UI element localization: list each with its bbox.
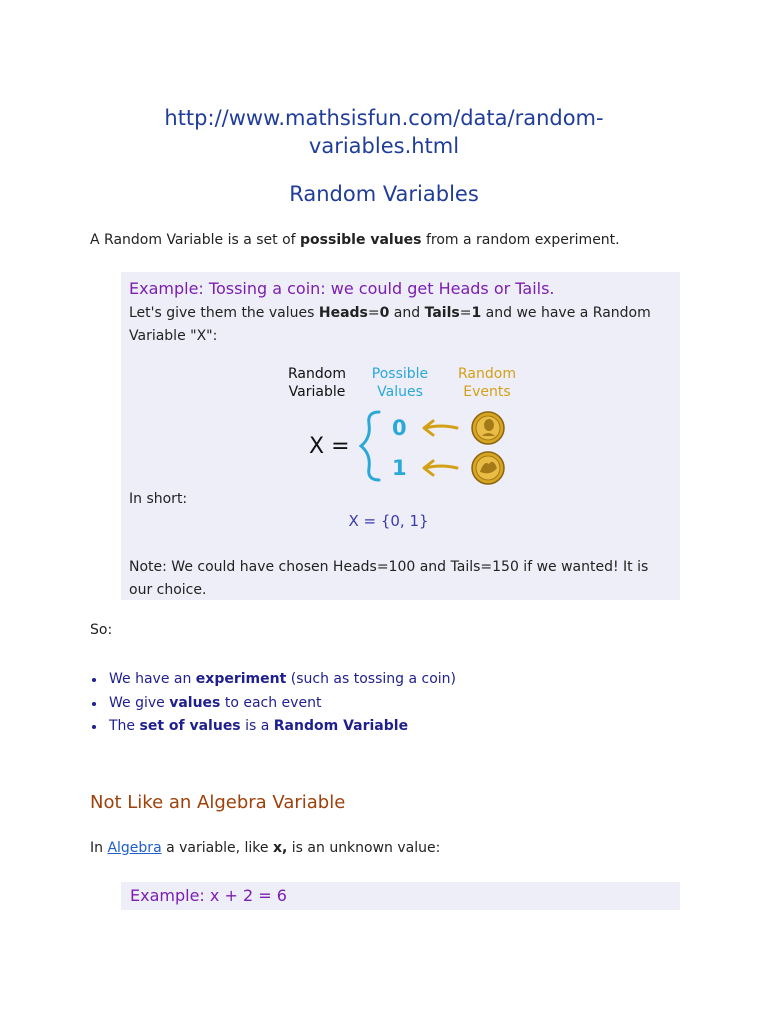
formula: X = {0, 1}: [348, 512, 429, 530]
algebra-x: x,: [272, 840, 288, 856]
coin-heads-icon: [472, 412, 504, 444]
so-label: So:: [90, 622, 113, 638]
bullet-bold: experiment: [195, 671, 287, 687]
intro-bold: possible values: [300, 232, 422, 248]
example-text-suffix: and we have a Random Variable "X":: [129, 305, 651, 344]
arrow-tails: [424, 461, 457, 475]
label-possible-values-1: Possible: [371, 366, 429, 382]
bullet-bold: set of values: [139, 718, 241, 734]
list-item: [109, 668, 456, 692]
algebra-suffix: is an unknown value:: [287, 840, 441, 856]
algebra-example-title: Example: x + 2 = 6: [130, 886, 287, 905]
tails-label: Tails: [424, 305, 460, 321]
section-heading: Not Like an Algebra Variable: [90, 792, 346, 813]
label-random-variable-1: Random: [288, 366, 346, 382]
x-symbol: X =: [309, 434, 350, 459]
value-1: 1: [392, 456, 407, 480]
label-random-variable-2: Variable: [288, 384, 346, 400]
example-box-coin: [121, 272, 680, 600]
example-box-algebra: [121, 882, 680, 910]
and-word: and: [389, 305, 425, 321]
intro-prefix: A Random Variable is a set of: [90, 232, 301, 248]
source-url-line-1[interactable]: http://www.mathsisfun.com/data/random-: [164, 106, 604, 130]
bullet-text: We have an: [109, 671, 196, 687]
tails-value: 1: [471, 305, 482, 321]
summary-list: [90, 668, 456, 739]
algebra-link[interactable]: Algebra: [107, 840, 162, 856]
in-short-label: In short:: [129, 491, 188, 507]
label-possible-values-2: Values: [377, 384, 423, 400]
list-item: [109, 715, 456, 739]
bullet-text: We give: [109, 694, 170, 711]
bullet-text: (such as tossing a coin): [286, 671, 456, 687]
curly-brace: [361, 412, 379, 480]
label-random-events-1: Random: [458, 366, 516, 382]
source-url[interactable]: [0, 104, 768, 160]
heads-value: 0: [379, 305, 390, 321]
source-url-line-2[interactable]: variables.html: [308, 134, 460, 158]
arrow-heads: [424, 421, 457, 435]
note-text: Note: We could have chosen Heads=100 and Tails=150 if we wanted! It is our choice.: [129, 559, 649, 598]
bullet-text: is a: [240, 718, 274, 734]
page-title: Random Variables: [289, 182, 479, 206]
value-0: 0: [392, 416, 407, 440]
heads-label: Heads: [318, 305, 368, 321]
random-variable-diagram: [281, 364, 521, 494]
algebra-prefix: In: [90, 840, 108, 856]
label-random-events-2: Events: [463, 384, 511, 400]
algebra-mid: a variable, like: [161, 840, 273, 856]
bullet-text: to each event: [220, 694, 322, 711]
algebra-paragraph: [90, 840, 440, 856]
coin-tails-icon: [472, 452, 504, 484]
intro-suffix: from a random experiment.: [421, 232, 620, 248]
list-item: [109, 692, 456, 716]
intro-paragraph: [90, 230, 620, 250]
example-description: Let's give them the values Heads=0 and Tails=1 and we have a Random Variable "X":: [129, 305, 651, 344]
example-title: Example: Tossing a coin: we could get Heads or Tails.: [129, 279, 555, 298]
bullet-text: The: [109, 718, 140, 734]
bullet-bold: values: [169, 694, 221, 711]
bullet-bold: Random Variable: [273, 718, 409, 734]
example-text-prefix: Let's give them the values: [129, 305, 319, 321]
